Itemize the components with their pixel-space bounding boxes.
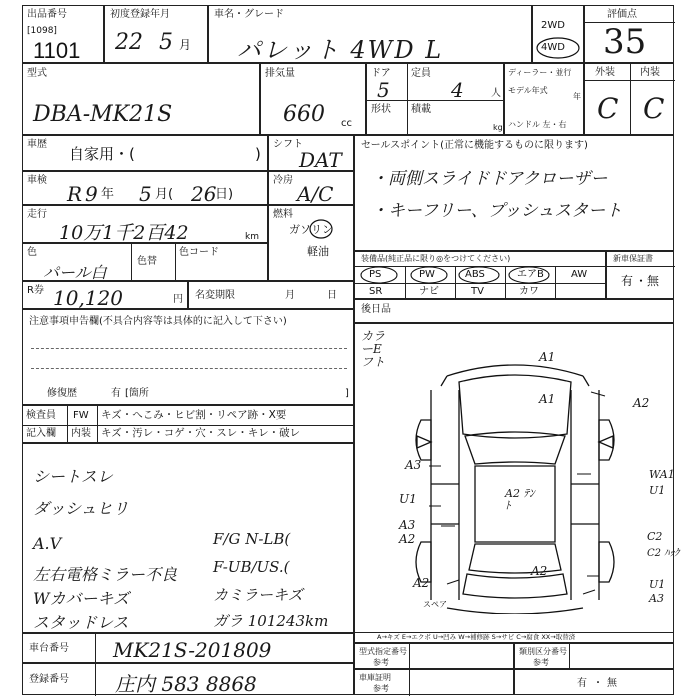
shaken-month-unit: 月(: [155, 187, 174, 202]
shaken-year: 9: [85, 182, 98, 206]
note-right-1: F-UB/US.(: [213, 558, 290, 576]
garage-cert-sub: 参考: [373, 684, 389, 693]
grade-cell: [584, 5, 674, 63]
dealer-cell: [504, 63, 584, 135]
history-label: 車歴: [27, 139, 47, 150]
interior-value: C: [643, 92, 665, 125]
first-reg-month: 5: [159, 30, 173, 55]
name-change-month: 月: [285, 290, 295, 301]
mark-7: A2: [413, 576, 430, 590]
note-1: ダッシュヒリ: [33, 499, 129, 518]
note-4: Wカバーキズ: [33, 589, 130, 608]
model-name-cell: [208, 5, 532, 63]
equip-aw: AW: [571, 269, 588, 280]
sales-points-cell: [354, 135, 674, 251]
inspector-label2: 記入欄: [26, 428, 56, 439]
equip-ps: PS: [369, 269, 382, 280]
fuel-diesel: 軽油: [307, 245, 329, 258]
shift-label: シフト: [273, 139, 303, 150]
doors-label: ドア: [371, 68, 391, 79]
note-right-2: カミラーキズ: [213, 586, 303, 604]
history-value: 自家用・(: [69, 145, 135, 163]
color-label: 色: [27, 247, 37, 258]
ac-label: 冷房: [273, 175, 293, 186]
class-number-cell: [514, 643, 674, 669]
doors-value: 5: [377, 78, 390, 102]
mark-13: A2: [531, 564, 548, 578]
repair-label: 修復歴: [47, 388, 77, 399]
mileage-value: 10万1千2百42: [59, 222, 189, 244]
lot-number: 1101: [33, 38, 81, 63]
equip-navi: ナビ: [419, 286, 439, 297]
fuel-circle: [307, 218, 337, 240]
note-2: A.V: [33, 534, 62, 553]
inspector-label1: 検査員: [26, 410, 56, 421]
car-diagram-cell: [354, 323, 680, 633]
equip-sr: SR: [369, 286, 383, 297]
model-year-label: モデル年式: [508, 86, 548, 95]
displacement-label: 排気量: [265, 68, 295, 79]
first-reg-cell: [104, 5, 208, 63]
capacity-unit: 人: [491, 88, 501, 99]
exterior-value: C: [597, 92, 619, 125]
mark-11: U1: [649, 578, 666, 591]
equipment-circles: [355, 265, 607, 285]
legend-cell: [354, 633, 674, 643]
drive-4wd: 4WD: [541, 42, 565, 53]
capacity-value: 4: [451, 78, 464, 102]
door-capacity-cell: [366, 63, 504, 135]
inspector-row1-label: FW: [73, 410, 89, 421]
note-right-0: F/G N-LB(: [213, 530, 291, 548]
equipment-cell: [354, 251, 606, 299]
mark-8: WA1: [649, 468, 675, 481]
equip-leather: カワ: [519, 286, 539, 297]
name-change-day: 日: [327, 290, 337, 301]
note-0: シートスレ: [33, 467, 113, 486]
repaint-label: 色替: [137, 256, 157, 267]
shaken-day: 26: [191, 182, 217, 206]
grade-label: 評価点: [607, 9, 637, 20]
sales-points-line1: ・両側スライドドアクローザー: [371, 169, 608, 189]
legend-text: A→キズ E→エクボ U→凹み W→補修跡 S→サビ C→腐食 XX→取替済: [377, 633, 576, 641]
type-designation-label: 型式指定番号: [359, 647, 407, 656]
name-change-label: 名変期限: [195, 290, 235, 301]
load-unit: kg: [493, 123, 503, 132]
extra-yes: 有: [577, 678, 587, 689]
model-name-value: パレット 4WD L: [237, 36, 444, 64]
recycle-label: R券: [27, 285, 44, 296]
hood-note: C2 ﾊｯｸ: [647, 548, 680, 559]
equip-airbag: エアB: [517, 269, 544, 280]
rear-item-label: 後日品: [361, 304, 391, 315]
color-value: パール白: [43, 263, 107, 282]
type-label: 型式: [27, 68, 47, 79]
fuel-gasoline: ガソリン: [289, 223, 333, 236]
fuel-cell: [268, 205, 354, 281]
shift-value: DAT: [299, 148, 342, 172]
notes-label: 注意事項申告欄(不具合内容等は具体的に記入して下さい): [29, 316, 287, 327]
extra-cell: [514, 669, 674, 695]
repair-bracket: [箇所: [125, 388, 149, 399]
drive-cell: [532, 5, 584, 63]
color-code-label: 色コード: [179, 247, 219, 258]
lot-cell: [22, 5, 104, 63]
inspector-row2-label: 内装: [71, 428, 91, 439]
dealer-label: ディーラー・並行: [508, 68, 572, 77]
extra-no: 無: [607, 678, 617, 689]
sales-points-label: セールスポイント(正常に機能するものに限ります): [361, 140, 588, 151]
recycle-cell: [22, 281, 188, 309]
chassis-value: MK21S-201809: [113, 638, 272, 662]
load-label: 積載: [411, 104, 431, 115]
equip-tv: TV: [471, 286, 484, 297]
equip-abs: ABS: [465, 269, 485, 280]
repair-value: 有: [111, 388, 121, 399]
diagram-color-note: カラーEフト: [361, 329, 386, 369]
mark-4: U1: [399, 492, 417, 506]
equipment-label: 装備品(純正品に限り◎をつけてください): [361, 254, 511, 263]
drive-2wd: 2WD: [541, 20, 565, 31]
shaken-day-unit: 日): [215, 187, 234, 202]
mileage-label: 走行: [27, 209, 47, 220]
garage-cert-label: 車庫証明: [359, 673, 391, 682]
first-reg-month-unit: 月: [179, 38, 192, 52]
inspection-sheet: [22, 5, 680, 696]
plate-label: 登録番号: [29, 674, 69, 685]
model-name-label: 車名・グレード: [214, 9, 284, 20]
color-cell: [22, 243, 268, 281]
recycle-value: 10,120: [53, 286, 123, 310]
equip-pw: PW: [419, 269, 435, 280]
handle-label: ハンドル 左・右: [508, 120, 567, 129]
mark-2: A2: [633, 396, 650, 410]
ac-value: A/C: [297, 182, 334, 206]
warranty-no: 無: [647, 274, 660, 288]
note-3: 左右電格ミラー不良: [33, 565, 178, 584]
shaken-month: 5: [139, 182, 152, 206]
mileage-cell: [22, 205, 268, 243]
mark-6: A2: [399, 532, 416, 546]
roof-note: A2 ﾃﾝﾄ: [505, 487, 535, 512]
ac-cell: [268, 171, 354, 205]
warranty-yes: 有: [621, 274, 634, 288]
shift-cell: [268, 135, 354, 171]
name-change-cell: [188, 281, 354, 309]
first-reg-year: 22: [115, 30, 143, 55]
inspector-notes-cell: [22, 443, 354, 633]
garage-cert-cell: [354, 669, 514, 695]
mark-5: A3: [399, 518, 416, 532]
repair-close: ]: [345, 388, 349, 399]
grade-value: 35: [603, 22, 647, 62]
drive-circle: [535, 36, 581, 62]
shaken-label: 車検: [27, 175, 47, 186]
first-reg-label: 初度登録年月: [110, 9, 170, 20]
history-cell: [22, 135, 268, 171]
exterior-label: 外装: [595, 67, 615, 78]
fuel-label: 燃料: [273, 209, 293, 220]
note-5: スタッドレス: [33, 613, 129, 632]
warranty-sep: ・: [635, 274, 648, 288]
inspector-cell: [22, 405, 354, 443]
mark-0: A1: [539, 350, 556, 364]
chassis-label: 車台番号: [29, 643, 69, 654]
chassis-cell: [22, 633, 354, 663]
shape-label: 形状: [371, 104, 391, 115]
mark-10: C2: [647, 530, 663, 543]
capacity-label: 定員: [411, 68, 431, 79]
plate-value: 庄内 583 8868: [115, 672, 257, 696]
interior-label: 内装: [640, 67, 660, 78]
displacement-cell: [260, 63, 366, 135]
plate-cell: [22, 663, 354, 695]
type-value: DBA-MK21S: [33, 102, 173, 127]
warranty-label: 新車保証書: [613, 254, 653, 263]
extra-sep: ・: [593, 678, 603, 689]
class-number-label: 類別区分番号: [519, 647, 567, 656]
sales-points-line2: ・キーフリー、プッシュスタート: [371, 201, 623, 221]
mark-9: U1: [649, 484, 666, 497]
history-close: ): [255, 145, 261, 163]
displacement-value: 660: [283, 102, 325, 127]
inspector-row2: キズ・汚レ・コゲ・穴・スレ・キレ・破レ: [101, 427, 301, 439]
recycle-unit: 円: [173, 294, 183, 305]
lot-bracket: [1098]: [27, 26, 57, 36]
type-cell: [22, 63, 260, 135]
mark-12: A3: [649, 592, 664, 605]
mileage-unit: km: [245, 232, 259, 242]
model-year-unit: 年: [573, 92, 581, 101]
lot-label: 出品番号: [27, 9, 67, 20]
rear-item-cell: [354, 299, 674, 323]
note-right-3: ガラ 101243km: [213, 612, 329, 630]
class-number-sub: 参考: [533, 658, 549, 667]
ext-int-cell: [584, 63, 674, 135]
mark-3: A3: [405, 458, 422, 472]
spare-label: スペア: [423, 600, 447, 609]
inspector-row1: キズ・へこみ・ヒビ割・リペア跡・X要: [101, 409, 287, 421]
shaken-year-unit: 年: [101, 187, 115, 202]
mark-1: A1: [539, 392, 556, 406]
warranty-cell: [606, 251, 674, 299]
type-designation-cell: [354, 643, 514, 669]
shaken-era: R: [67, 182, 83, 206]
displacement-unit: cc: [341, 118, 352, 129]
car-outline: [355, 324, 675, 614]
notes-cell: [22, 309, 354, 405]
shaken-cell: [22, 171, 268, 205]
type-designation-sub: 参考: [373, 658, 389, 667]
